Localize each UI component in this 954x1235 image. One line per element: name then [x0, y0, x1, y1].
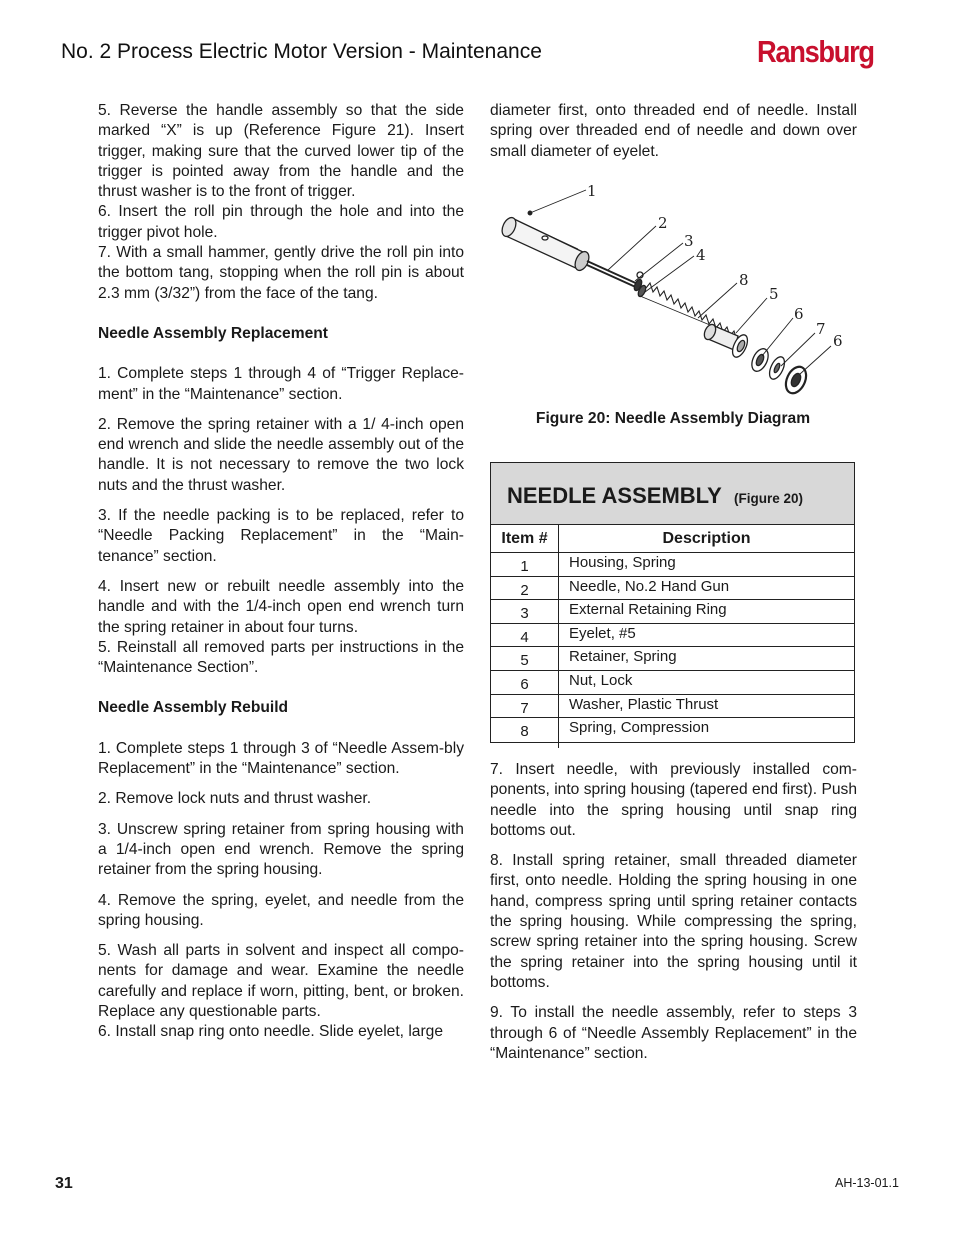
table-title-bar	[491, 463, 854, 525]
document-code: AH-13-01.1	[835, 1176, 899, 1190]
paragraph: 2. Remove the spring retainer with a 1/ 4-inch open end wrench and slide the needle assembly out of the handle. It is not necessary to remove the two lock nuts and the thrust washer.	[98, 415, 464, 494]
paragraph: diameter first, onto threaded end of needle. Install spring over threaded end of needle and down over small diameter of eyelet.	[490, 102, 857, 160]
paragraph: 4. Remove the spring, eyelet, and needle from the spring housing.	[98, 891, 464, 929]
item-description: Spring, Compression	[569, 719, 710, 737]
paragraph: 5. Reinstall all removed parts per instructions in the “Maintenance Section”.	[98, 638, 464, 677]
lock-nut-part	[749, 346, 772, 374]
table-row	[491, 718, 854, 748]
callout-label: 5	[769, 285, 779, 303]
item-number: 3	[491, 600, 559, 623]
table-row	[491, 553, 854, 577]
item-description: Needle, No.2 Hand Gun	[569, 577, 730, 595]
column-header-description: Description	[662, 530, 751, 547]
paragraph: 6. Install snap ring onto needle. Slide eyelet, large	[98, 1023, 444, 1041]
table-figure-ref: (Figure 20)	[733, 491, 803, 506]
table-row	[491, 577, 854, 601]
item-description: External Retaining Ring	[569, 601, 727, 619]
table-title-text: NEEDLE ASSEMBLY	[507, 483, 722, 508]
thrust-washer-part	[766, 355, 787, 382]
callout-label: 4	[696, 246, 706, 264]
paragraph: 9. To install the needle assembly, refer to steps 3 through 6 of “Needle Assembly Replacement” in the “Maintenance” section.	[490, 1004, 857, 1062]
item-description: Nut, Lock	[569, 671, 633, 689]
item-description: Housing, Spring	[569, 554, 676, 571]
table-header-row	[491, 525, 854, 553]
paragraph: 8. Install spring retainer, small threaded diameter first, onto needle. Holding the spring housing in one hand, compress spring until spring retainer contacts the spring housing. While compressing the spring, screw spring retainer into the spring housing. Screw the spring retainer into the spring housing until it bottoms.	[490, 852, 857, 991]
paragraph: 1. Complete steps 1 through 3 of “Needle Assem-bly Replacement” in the “Maintenance” section.	[98, 739, 464, 778]
callout-label: 2	[658, 214, 668, 232]
callout-label: 6	[833, 332, 843, 350]
item-number: 8	[491, 718, 559, 748]
table-title	[507, 483, 803, 509]
section-heading-rebuild: Needle Assembly Rebuild	[98, 699, 289, 717]
item-description: Eyelet, #5	[569, 624, 636, 642]
item-number: 6	[491, 671, 559, 694]
column-header-item: Item #	[491, 525, 559, 552]
paragraph: 5. Reverse the handle assembly so that the side marked “X” is up (Reference Figure 21). Insert trigger, making sure that the curved lower tip of the trigger is pointed away from the handle and the thrust washer is to the front of trigger.	[98, 102, 464, 201]
item-number: 1	[491, 553, 559, 576]
table-row	[491, 695, 854, 719]
paragraph: 2. Remove lock nuts and thrust washer.	[98, 790, 372, 808]
paragraph: 3. Unscrew spring retainer from spring housing with a 1/4-inch open end wrench. Remove the spring retainer from the spring housing.	[98, 820, 464, 879]
paragraph: 5. Wash all parts in solvent and inspect all compo-nents for damage and wear. Examine the needle carefully and replace if worn, pitting, bent, or broken. Replace any questionable parts.	[98, 942, 464, 1020]
item-description: Retainer, Spring	[569, 648, 677, 666]
table-row	[491, 671, 854, 695]
item-number: 5	[491, 647, 559, 670]
spring-housing-part	[499, 215, 591, 272]
callout-label: 3	[684, 232, 694, 250]
callout-label: 8	[739, 271, 749, 289]
item-number: 2	[491, 577, 559, 600]
section-heading-replacement: Needle Assembly Replacement	[98, 324, 328, 342]
item-number: 7	[491, 695, 559, 718]
paragraph: 7. Insert needle, with previously installed com-ponents, into spring housing (tapered end first). Push needle into the spring housing until snap ring bottoms out.	[490, 761, 857, 839]
callout-label: 7	[816, 320, 826, 338]
paragraph: 3. If the needle packing is to be replaced, refer to “Needle Packing Replacement” in the “Main-tenance” section.	[98, 507, 464, 565]
page-title: No. 2 Process Electric Motor Version - Maintenance	[61, 40, 542, 63]
table-row	[491, 647, 854, 671]
paragraph: 1. Complete steps 1 through 4 of “Trigger Replace-ment” in the “Maintenance” section.	[98, 365, 464, 403]
table-row	[491, 600, 854, 624]
item-description: Washer, Plastic Thrust	[569, 695, 719, 713]
callout-label: 6	[794, 305, 804, 323]
right-column-bottom	[490, 760, 857, 1064]
item-number: 4	[491, 624, 559, 647]
needle-assembly-diagram	[490, 178, 860, 408]
table-row	[491, 624, 854, 648]
paragraph: 7. With a small hammer, gently drive the roll pin into the bottom tang, stopping when the roll pin is about 2.3 mm (3/32”) from the face of the tang.	[98, 244, 464, 302]
left-column	[98, 101, 464, 1043]
page-number: 31	[55, 1175, 73, 1192]
callout-leaders	[530, 190, 831, 374]
callout-label: 1	[587, 182, 597, 200]
right-column-top	[490, 101, 857, 162]
paragraph: 4. Insert new or rebuilt needle assembly into the handle and with the 1/4-inch open end wrench turn the spring retainer in about four turns.	[98, 577, 464, 636]
figure-caption: Figure 20: Needle Assembly Diagram	[535, 410, 811, 427]
paragraph: 6. Insert the roll pin through the hole and into the trigger pivot hole.	[98, 203, 464, 241]
parts-table	[490, 462, 855, 743]
brand-logo: Ransburg	[757, 34, 874, 69]
